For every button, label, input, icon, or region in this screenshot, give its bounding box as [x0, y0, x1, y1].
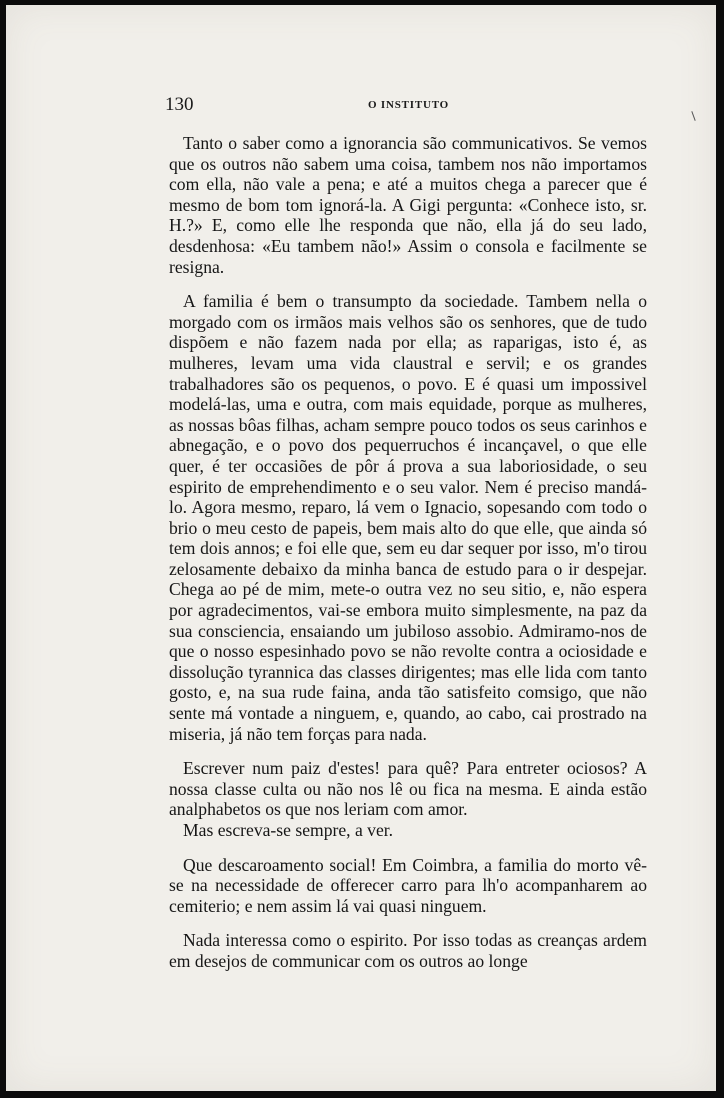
- page-header: [165, 94, 650, 118]
- page-number: 130: [165, 94, 194, 115]
- book-page: [6, 5, 716, 1091]
- paragraph-write-anyway: Mas escreva-se sempre, a ver.: [183, 820, 394, 840]
- paragraph-family: A familia é bem o transumpto da sociedade. Tambem nella o morgado com os irmãos mais velhos são os senhores, que de tudo dispõem e não fazem nada por ella; as raparigas, isto é, as mulheres, levam uma vida claustral e servil; e os grandes trabalhadores são os pequenos, o povo. E é quasi um impossivel modelá-las, uma e outra, com mais equidade, porque as mulheres, as nossas bôas filhas, acham sempre pouco todos os seus carinhos e abnegação, e o povo dos pequerruchos é incançavel, o que elle quer, é ter occasiões de pôr á prova a sua laboriosidade, o seu espirito de emprehendimento e o seu valor. Nem é preciso mandá-lo. Agora mesmo, reparo, lá vem o Ignacio, sopesando com todo o brio o meu cesto de papeis, bem mais alto do que elle, que ainda só tem dois annos; e foi elle que, sem eu dar sequer por isso, m'o tirou zelosamente debaixo da minha banca de estudo para o ir despejar. Chega ao pé de mim, mete-o outra vez no seu sitio, e, não espera por agradecimentos, vai-se embora muito simplesmente, na paz da sua consciencia, ensaiando um jubiloso assobio. Admiramo-nos de que o nosso espesinhado povo se não revolte contra a ociosidade e dissolução tyrannica das classes dirigentes; mas elle lida com tanto gosto, e, na sua rude faina, anda tão satisfeito comsigo, que não sente má vontade a ninguem, e, quando, ao cabo, cai prostrado na miseria, já não tem forças para nada.: [169, 291, 647, 744]
- running-title: O INSTITUTO: [368, 99, 450, 111]
- paragraph-ignorance: Tanto o saber como a ignorancia são communicativos. Se vemos que os outros não sabem uma coisa, tambem nos não importamos com ella, não vale a pena; e até a muitos chega a parecer que é mesmo de bom tom ignorá-la. A Gigi pergunta: «Conhece isto, sr. H.?» E, como elle lhe responda que não, ella já do seu lado, desdenhosa: «Eu tambem não!» Assim o consola e facilmente se resigna.: [169, 133, 647, 277]
- body-text: [169, 133, 647, 972]
- paragraph-writing: Escrever num paiz d'estes! para quê? Para entreter ociosos? A nossa classe culta ou não nos lê ou fica na mesma. E ainda estão analphabetos os que nos leriam com amor.: [169, 758, 647, 820]
- paragraph-coimbra: Que descaroamento social! Em Coimbra, a familia do morto vê-se na necessidade de offerecer carro para lh'o acompanharem ao cemiterio; e nem assim lá vai quasi ninguem.: [169, 854, 647, 916]
- edge-mark: [691, 111, 695, 121]
- paragraph-spirit: Nada interessa como o espirito. Por isso todas as creanças ardem em desejos de communicar com os outros ao longe: [169, 930, 647, 971]
